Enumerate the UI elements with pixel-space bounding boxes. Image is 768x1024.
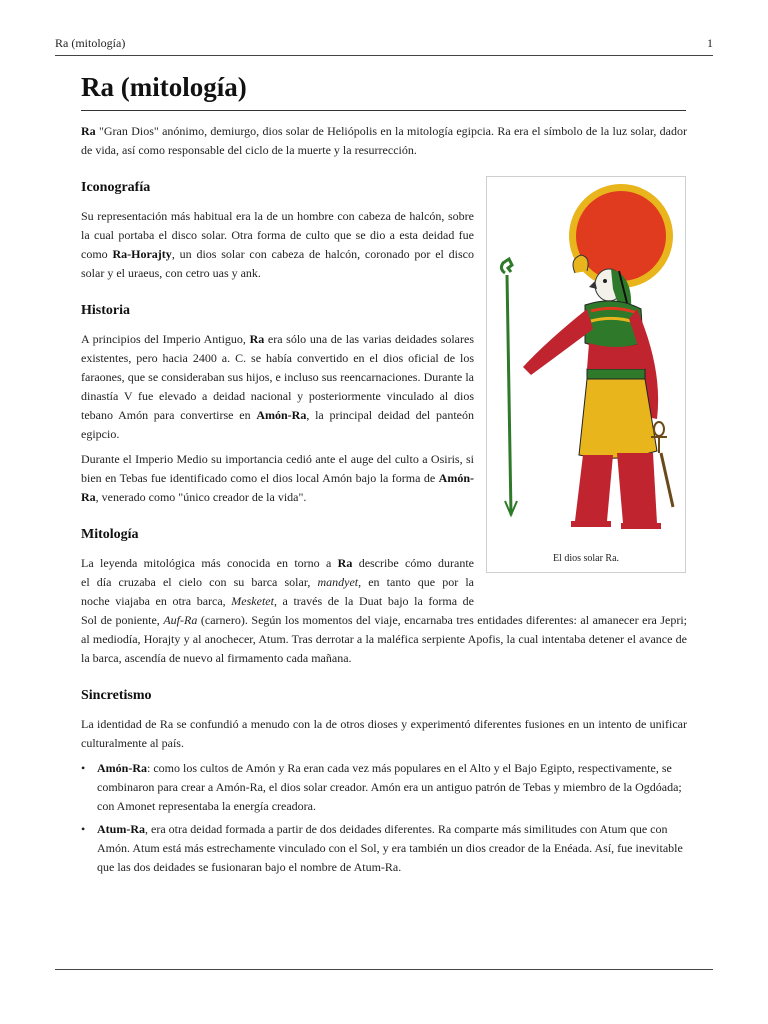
header-rule bbox=[55, 55, 713, 56]
sincretismo-paragraph: La identidad de Ra se confundió a menudo con la de otros dioses y experimentó diferentes fusiones en un intento de unificar culturalmente al país. bbox=[81, 717, 687, 750]
bold-term: Ra-Horajty bbox=[112, 247, 172, 261]
bold-term: Ra bbox=[337, 556, 353, 570]
italic-term: mandyet bbox=[317, 575, 359, 589]
bold-term: Amón-Ra bbox=[256, 408, 307, 422]
bold-term: Atum-Ra bbox=[97, 822, 145, 836]
heading-sincretismo: Sincretismo bbox=[81, 688, 152, 703]
intro-term: Ra bbox=[81, 124, 96, 138]
italic-term: Auf-Ra bbox=[163, 613, 198, 627]
heading-mitologia: Mitología bbox=[81, 527, 139, 542]
page-title: Ra (mitología) bbox=[81, 72, 247, 102]
mitologia-rest bbox=[81, 611, 687, 668]
historia-paragraph-2 bbox=[81, 450, 474, 507]
text-run: (carnero). Según los momentos del viaje, encarnaba tres entidades diferentes: al amanecer era Jepri; al mediodía, Horajty y al anochecer, Atum. Tras derrotar a la maléfica serpiente Apofis, la cual intentaba detener el avance de la barca, ascendía de nuevo al firmamento cada mañana. bbox=[81, 613, 687, 665]
running-title: Ra (mitología) bbox=[55, 36, 126, 50]
text-run: Su representación más habitual era la de un hombre con cabeza de halcón, sobre la cual portaba el disco solar. Otra forma de culto que se dio a esta deidad fue como bbox=[81, 209, 474, 261]
text-run: Durante el Imperio Medio su importancia cedió ante el auge del culto a Osiris, si bien en Tebas fue identificado como el dios local Amón bajo la forma de bbox=[81, 452, 474, 485]
bullet: • bbox=[81, 761, 86, 775]
text-run: era sólo una de las varias deidades solares existentes, pero hacia 2400 a. C. se había convertido en el dios oficial de los faraones, que se consideraban sus hijos, e incluso sus reencarnaciones. Durante la dinastía V fue elevado a deidad nacional y posteriormente vinculado al dios tebano Amón para convertirse en bbox=[81, 332, 474, 422]
heading-historia: Historia bbox=[81, 303, 130, 318]
list-item bbox=[81, 820, 687, 877]
text-run: , la principal deidad del panteón egipcio. bbox=[81, 408, 474, 441]
bold-term: Amón-Ra bbox=[97, 761, 147, 775]
text-run: Sol de poniente, bbox=[81, 613, 164, 627]
italic-term: Mesketet bbox=[231, 594, 274, 608]
text-run: , en tanto que por la bbox=[358, 575, 474, 589]
text-run: el día cruzaba el cielo con su barca solar, bbox=[81, 575, 318, 589]
sincretismo-list bbox=[81, 759, 687, 877]
text-run: , era otra deidad formada a partir de dos deidades diferentes. Ra comparte más similitudes con Atum que con Amón. Atum está más estrechamente vinculado con el Sol, y era también un dios creador de la Enéada. Así, fue inevitable que las dos deidades se fusionaran bajo el nombre de Atum-Ra. bbox=[97, 822, 683, 874]
footer-rule bbox=[55, 969, 713, 970]
text-run: describe cómo durante bbox=[352, 556, 474, 570]
intro-text: "Gran Dios" anónimo, demiurgo, dios solar de Heliópolis en la mitología egipcia. Ra era el símbolo de la luz solar, dador de vida, así como responsable del ciclo de la muerte y la resurrección. bbox=[81, 124, 687, 157]
list-item bbox=[81, 759, 687, 816]
mitologia-paragraph bbox=[81, 554, 687, 668]
bullet: • bbox=[81, 822, 86, 836]
mitologia-line-3 bbox=[81, 592, 474, 611]
text-run: La leyenda mitológica más conocida en torno a bbox=[81, 556, 338, 570]
heading-iconografia: Iconografía bbox=[81, 180, 151, 195]
bold-term: Amón-Ra bbox=[81, 471, 474, 504]
intro-paragraph bbox=[81, 122, 687, 160]
mitologia-line-2 bbox=[81, 573, 474, 592]
article-body bbox=[81, 122, 687, 881]
iconografia-paragraph bbox=[81, 207, 474, 283]
bold-term: Ra bbox=[249, 332, 265, 346]
text-run: noche viajaba en otra barca, bbox=[81, 594, 232, 608]
text-run: A principios del Imperio Antiguo, bbox=[81, 332, 250, 346]
text-run: , venerado como "único creador de la vida". bbox=[95, 490, 307, 504]
figure-caption: El dios solar Ra. bbox=[552, 553, 620, 564]
text-run: , a través de la Duat bajo la forma de bbox=[273, 594, 474, 608]
text-run: : como los cultos de Amón y Ra eran cada vez más populares en el Alto y el Bajo Egipto, respectivamente, se combinaron para crear a Amón-Ra, el dios solar creador. Amón era un antiguo patrón de Tebas y miembro de la Ogdóada; con Amonet representaba la energía creadora. bbox=[97, 761, 682, 813]
text-run: , un dios solar con cabeza de halcón, coronado por el disco solar y el uraeus, con cetro uas y ank. bbox=[81, 247, 474, 280]
title-rule bbox=[81, 110, 686, 111]
page-number: 1 bbox=[707, 36, 713, 50]
historia-paragraph-1 bbox=[81, 330, 474, 444]
mitologia-line-1 bbox=[81, 554, 474, 573]
